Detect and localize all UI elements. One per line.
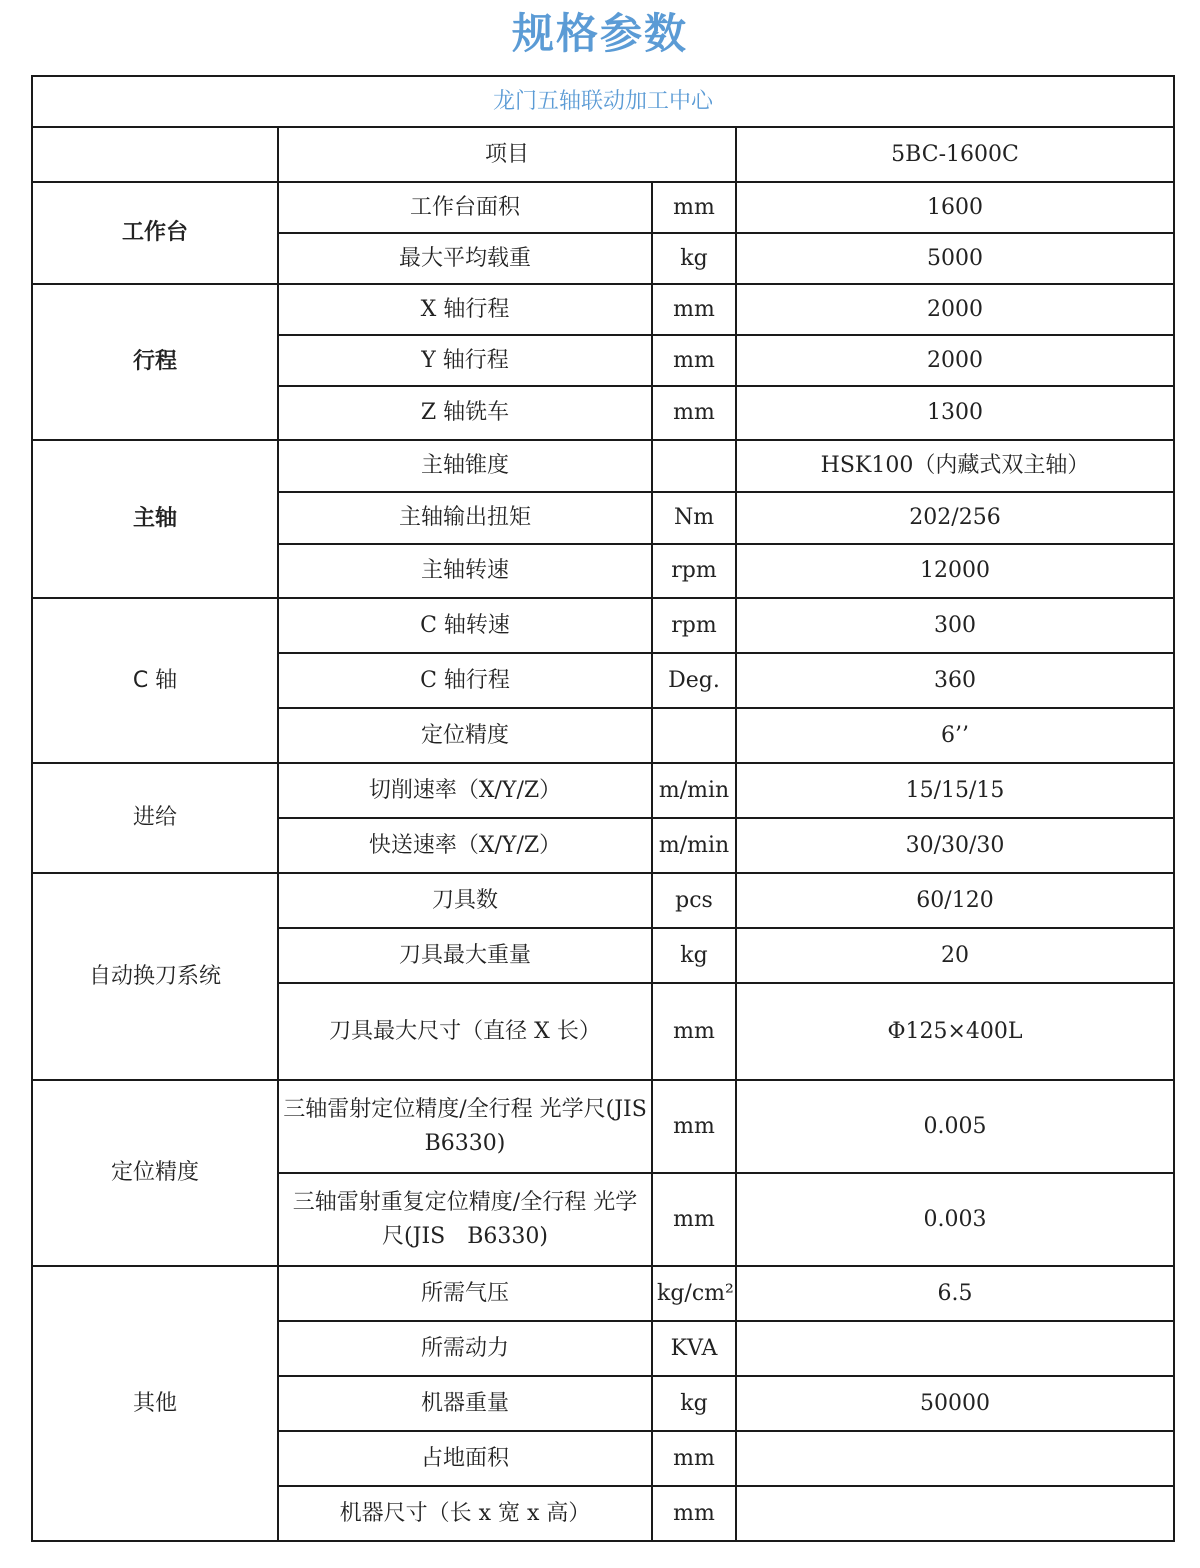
unit-cell: Deg. [652, 653, 736, 708]
table-row [32, 1266, 1174, 1321]
unit-cell: kg [652, 1376, 736, 1431]
spec-table [31, 75, 1175, 1542]
group-label: 自动换刀系统 [32, 873, 278, 1080]
value-cell: 0.003 [736, 1173, 1174, 1266]
item-cell: 定位精度 [278, 708, 652, 763]
value-cell: 20 [736, 928, 1174, 983]
page-title: 规格参数 [511, 9, 688, 58]
value-cell: 6.5 [736, 1266, 1174, 1321]
header-model: 5BC-1600C [736, 127, 1174, 182]
value-cell: 0.005 [736, 1080, 1174, 1173]
table-row [32, 182, 1174, 233]
group-label: 行程 [32, 284, 278, 440]
item-cell: 三轴雷射定位精度/全行程 光学尺(JIS B6330) [278, 1080, 652, 1173]
item-cell: 机器尺寸（长 x 宽 x 高） [278, 1486, 652, 1541]
unit-cell [652, 440, 736, 492]
unit-cell: kg [652, 233, 736, 284]
item-cell: X 轴行程 [278, 284, 652, 335]
item-cell: 所需动力 [278, 1321, 652, 1376]
table-row [32, 1080, 1174, 1173]
value-cell: 12000 [736, 544, 1174, 598]
item-cell: 刀具最大重量 [278, 928, 652, 983]
item-cell: 工作台面积 [278, 182, 652, 233]
item-cell: 刀具数 [278, 873, 652, 928]
header-row [32, 127, 1174, 182]
unit-cell: mm [652, 284, 736, 335]
unit-cell: mm [652, 983, 736, 1080]
unit-cell: mm [652, 182, 736, 233]
value-cell: 30/30/30 [736, 818, 1174, 873]
item-cell: C 轴转速 [278, 598, 652, 653]
group-label: 主轴 [32, 440, 278, 598]
unit-cell: m/min [652, 818, 736, 873]
table-row [32, 873, 1174, 928]
value-cell: 6’’ [736, 708, 1174, 763]
value-cell: 50000 [736, 1376, 1174, 1431]
item-cell: 主轴输出扭矩 [278, 492, 652, 544]
group-label: 进给 [32, 763, 278, 873]
value-cell: 5000 [736, 233, 1174, 284]
unit-cell: kg [652, 928, 736, 983]
unit-cell: mm [652, 1431, 736, 1486]
table-title: 龙门五轴联动加工中心 [32, 76, 1174, 127]
table-row [32, 598, 1174, 653]
unit-cell: mm [652, 386, 736, 440]
table-row [32, 284, 1174, 335]
unit-cell: mm [652, 1486, 736, 1541]
unit-cell [652, 708, 736, 763]
value-cell [736, 1486, 1174, 1541]
value-cell: 60/120 [736, 873, 1174, 928]
value-cell: 360 [736, 653, 1174, 708]
value-cell: 1600 [736, 182, 1174, 233]
group-label: 定位精度 [32, 1080, 278, 1266]
item-cell: 主轴锥度 [278, 440, 652, 492]
value-cell: 2000 [736, 284, 1174, 335]
value-cell: 2000 [736, 335, 1174, 386]
group-label: 其他 [32, 1266, 278, 1541]
item-cell: 刀具最大尺寸（直径 X 长） [278, 983, 652, 1080]
header-blank [32, 127, 278, 182]
unit-cell: pcs [652, 873, 736, 928]
value-cell: 300 [736, 598, 1174, 653]
value-cell: 1300 [736, 386, 1174, 440]
value-cell [736, 1321, 1174, 1376]
item-cell: 所需气压 [278, 1266, 652, 1321]
unit-cell: Nm [652, 492, 736, 544]
unit-cell: mm [652, 1080, 736, 1173]
item-cell: 主轴转速 [278, 544, 652, 598]
unit-cell: KVA [652, 1321, 736, 1376]
item-cell: Z 轴铣车 [278, 386, 652, 440]
unit-cell: m/min [652, 763, 736, 818]
unit-cell: rpm [652, 598, 736, 653]
item-cell: Y 轴行程 [278, 335, 652, 386]
unit-cell: kg/cm² [652, 1266, 736, 1321]
unit-cell: mm [652, 335, 736, 386]
group-label: C 轴 [32, 598, 278, 763]
table-row [32, 440, 1174, 492]
value-cell [736, 1431, 1174, 1486]
unit-cell: rpm [652, 544, 736, 598]
value-cell: Φ125×400L [736, 983, 1174, 1080]
value-cell: 202/256 [736, 492, 1174, 544]
item-cell: 机器重量 [278, 1376, 652, 1431]
value-cell: HSK100（内藏式双主轴） [736, 440, 1174, 492]
value-cell: 15/15/15 [736, 763, 1174, 818]
group-label: 工作台 [32, 182, 278, 284]
item-cell: 三轴雷射重复定位精度/全行程 光学尺(JIS B6330) [278, 1173, 652, 1266]
item-cell: 最大平均载重 [278, 233, 652, 284]
unit-cell: mm [652, 1173, 736, 1266]
item-cell: 切削速率（X/Y/Z） [278, 763, 652, 818]
table-title-row [32, 76, 1174, 127]
item-cell: 占地面积 [278, 1431, 652, 1486]
table-row [32, 763, 1174, 818]
item-cell: 快送速率（X/Y/Z） [278, 818, 652, 873]
item-cell: C 轴行程 [278, 653, 652, 708]
header-item-label: 项目 [278, 127, 736, 182]
